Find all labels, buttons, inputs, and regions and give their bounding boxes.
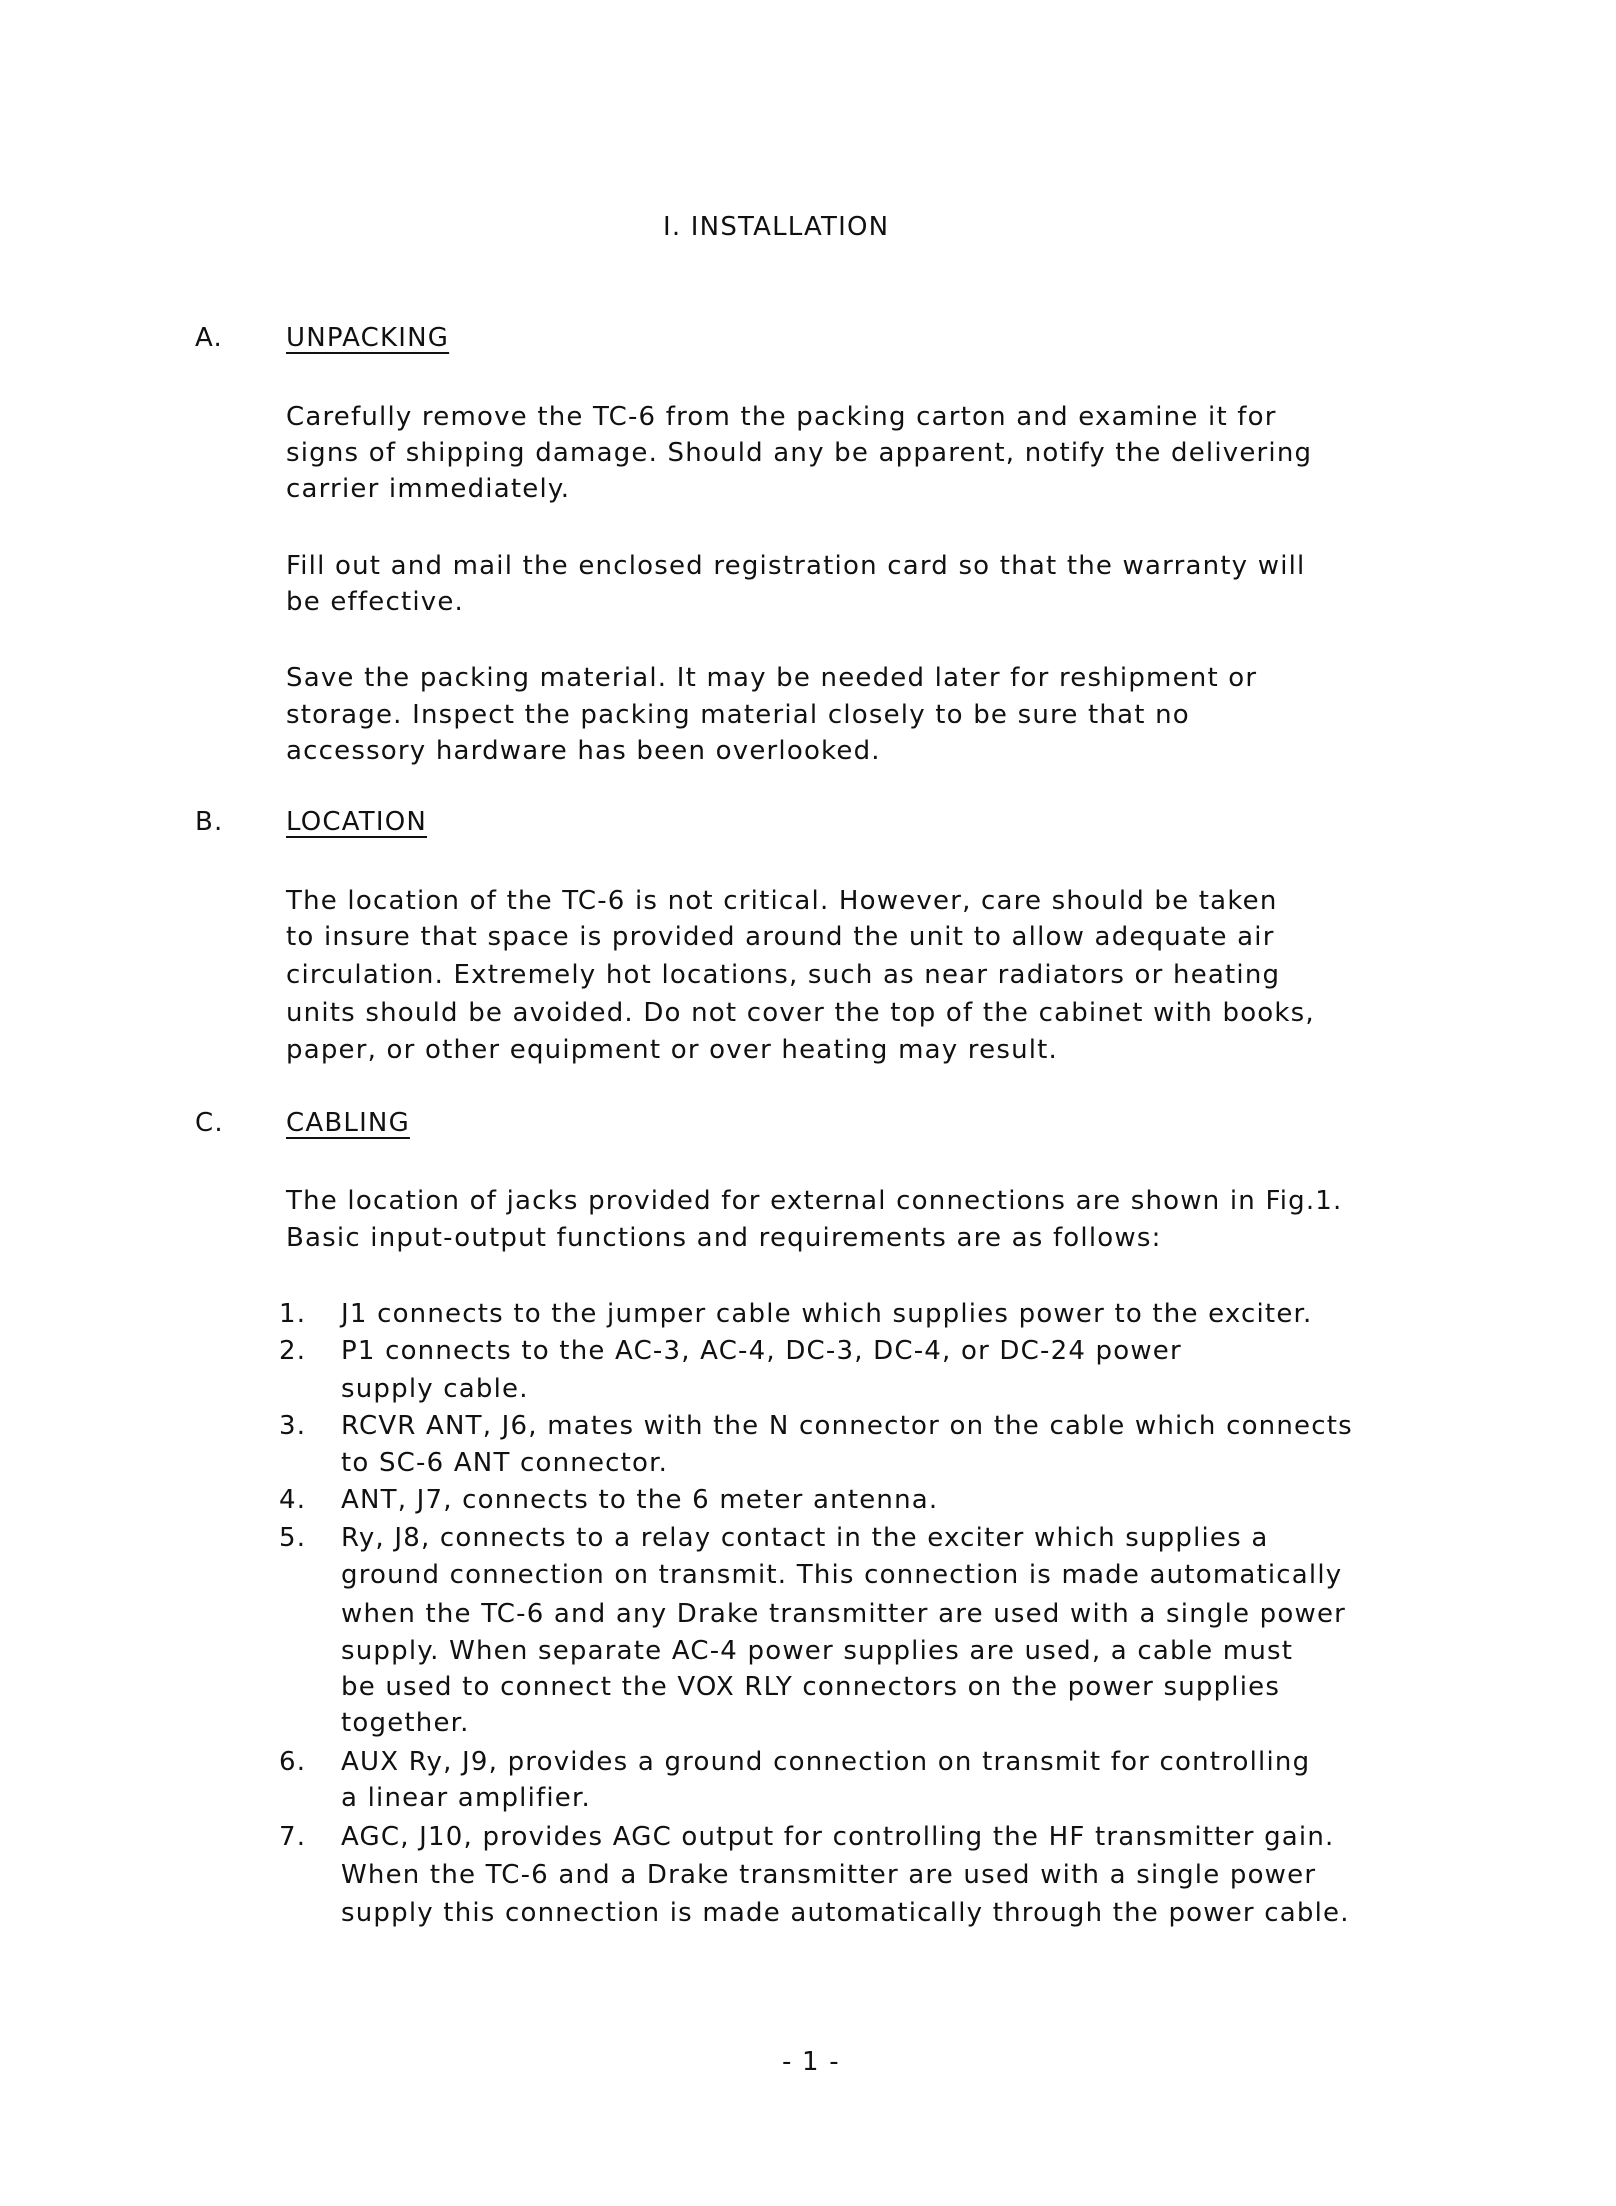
- paragraph-line: signs of shipping damage. Should any be apparent, notify the delivering: [286, 437, 1313, 468]
- paragraph-line: storage. Inspect the packing material closely to be sure that no: [286, 699, 1190, 730]
- list-item-number: 1.: [279, 1298, 307, 1329]
- list-item-number: 5.: [279, 1522, 307, 1553]
- section-letter: B.: [195, 806, 224, 837]
- list-item-line: When the TC-6 and a Drake transmitter are used with a single power: [341, 1859, 1317, 1890]
- list-item-line: AGC, J10, provides AGC output for controlling the HF transmitter gain.: [341, 1822, 1335, 1853]
- paragraph-line: circulation. Extremely hot locations, such as near radiators or heating: [286, 960, 1281, 991]
- list-item-number: 3.: [279, 1411, 307, 1442]
- section-letter: C.: [195, 1107, 224, 1138]
- paragraph-line: to insure that space is provided around the unit to allow adequate air: [286, 922, 1275, 953]
- list-item-line: supply cable.: [341, 1373, 529, 1404]
- list-item-line: supply this connection is made automatically through the power cable.: [341, 1897, 1350, 1928]
- list-item-line: to SC-6 ANT connector.: [341, 1447, 669, 1478]
- paragraph-line: Basic input-output functions and requirements are as follows:: [286, 1223, 1162, 1254]
- list-item-line: AUX Ry, J9, provides a ground connection on transmit for controlling: [341, 1747, 1311, 1778]
- list-item-number: 4.: [279, 1485, 307, 1516]
- list-item-line: Ry, J8, connects to a relay contact in the exciter which supplies a: [341, 1522, 1269, 1553]
- list-item-line: ground connection on transmit. This connection is made automatically: [341, 1560, 1343, 1591]
- paragraph-line: carrier immediately.: [286, 473, 571, 504]
- section-heading: LOCATION: [286, 806, 428, 837]
- section-heading: UNPACKING: [286, 323, 450, 354]
- paragraph-line: Carefully remove the TC-6 from the packing carton and examine it for: [286, 401, 1277, 432]
- paragraph-line: Fill out and mail the enclosed registration card so that the warranty will: [286, 550, 1306, 581]
- list-item-number: 6.: [279, 1747, 307, 1778]
- page-number: - 1 -: [782, 2046, 840, 2077]
- paragraph-line: The location of jacks provided for external connections are shown in Fig.1.: [286, 1185, 1343, 1216]
- paragraph-line: units should be avoided. Do not cover the top of the cabinet with books,: [286, 997, 1315, 1028]
- page-title: I. INSTALLATION: [663, 212, 890, 243]
- list-item-line: RCVR ANT, J6, mates with the N connector on the cable which connects: [341, 1411, 1353, 1442]
- list-item-line: P1 connects to the AC-3, AC-4, DC-3, DC-4, or DC-24 power: [341, 1336, 1182, 1367]
- paragraph-line: paper, or other equipment or over heating may result.: [286, 1035, 1059, 1066]
- section-letter: A.: [195, 323, 223, 354]
- paragraph-line: be effective.: [286, 586, 465, 617]
- list-item-number: 2.: [279, 1336, 307, 1367]
- list-item-line: J1 connects to the jumper cable which supplies power to the exciter.: [341, 1298, 1313, 1329]
- list-item-line: supply. When separate AC-4 power supplies are used, a cable must: [341, 1635, 1294, 1666]
- list-item-line: when the TC-6 and any Drake transmitter are used with a single power: [341, 1599, 1347, 1630]
- paragraph-line: accessory hardware has been overlooked.: [286, 735, 881, 766]
- list-item-line: be used to connect the VOX RLY connectors on the power supplies: [341, 1671, 1281, 1702]
- paragraph-line: Save the packing material. It may be needed later for reshipment or: [286, 663, 1258, 694]
- section-heading: CABLING: [286, 1107, 410, 1138]
- list-item-line: ANT, J7, connects to the 6 meter antenna.: [341, 1485, 939, 1516]
- list-item-line: together.: [341, 1708, 470, 1739]
- paragraph-line: The location of the TC-6 is not critical. However, care should be taken: [286, 886, 1278, 917]
- list-item-line: a linear amplifier.: [341, 1783, 591, 1814]
- list-item-number: 7.: [279, 1822, 307, 1853]
